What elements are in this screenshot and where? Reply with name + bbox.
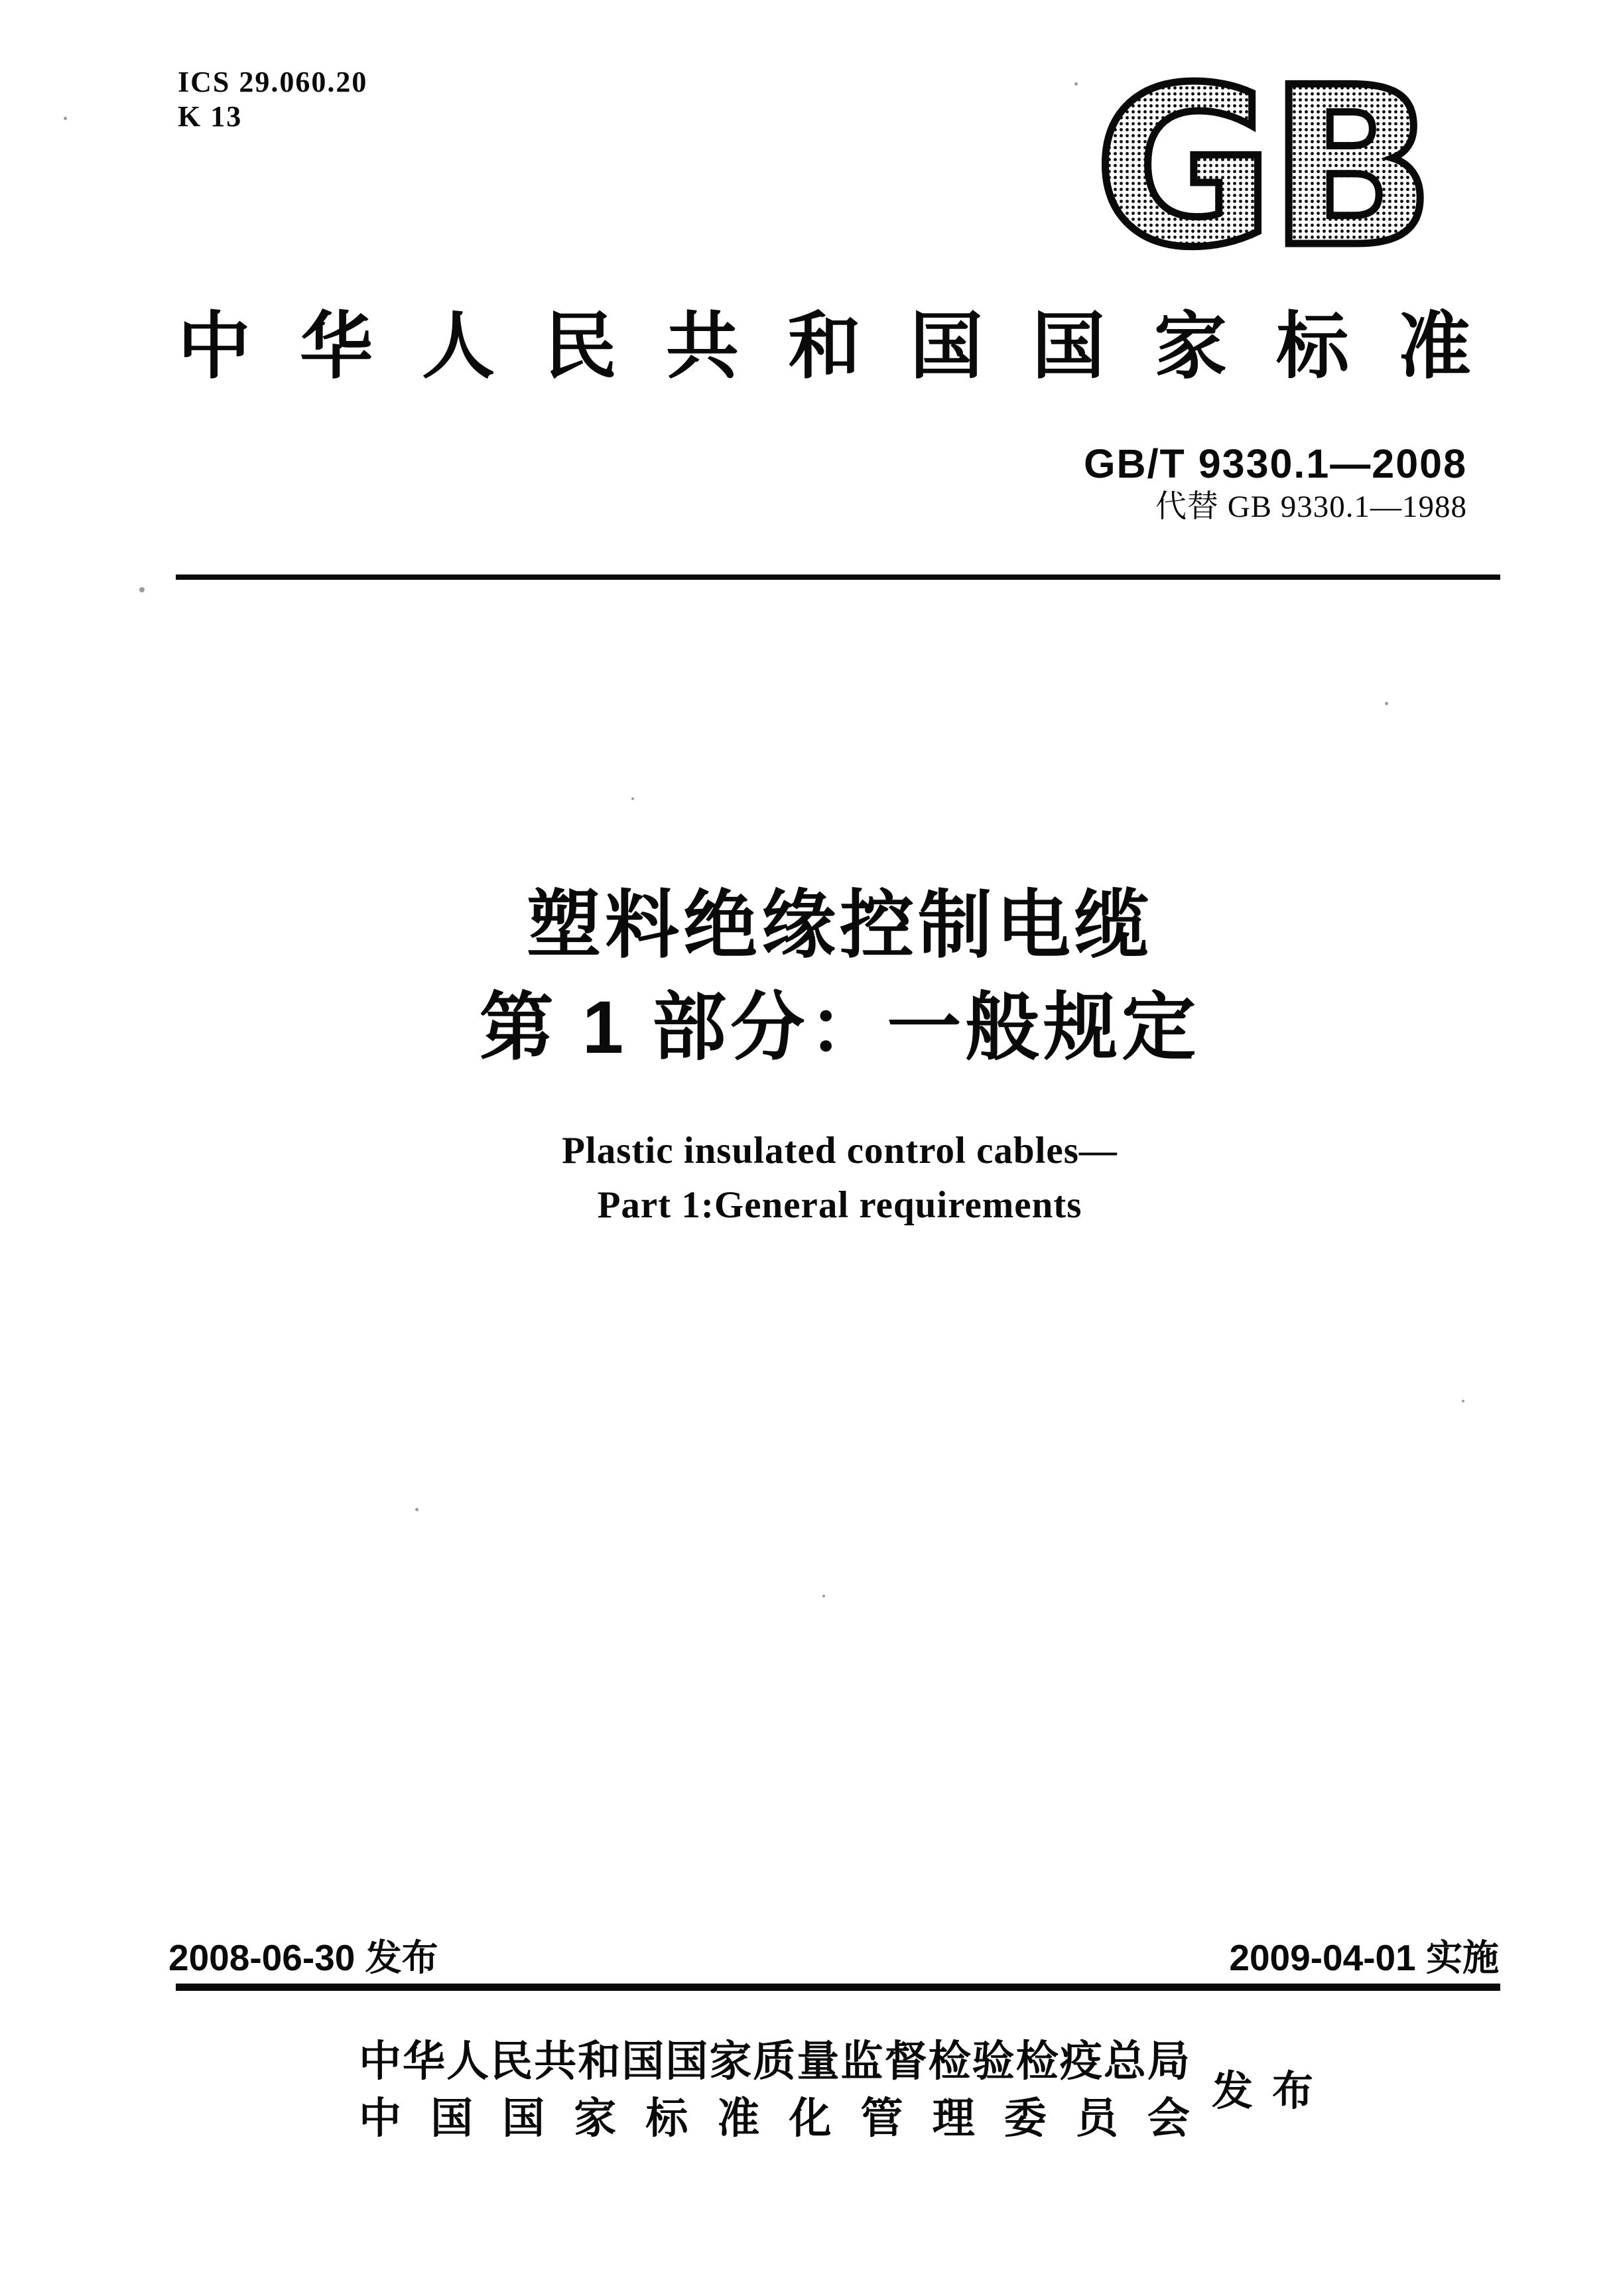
footer-divider-rule xyxy=(176,1984,1500,1991)
replaced-standard-note: 代替 GB 9330.1—1988 xyxy=(1155,490,1467,524)
ics-code: ICS 29.060.20 xyxy=(178,66,368,98)
issuer-line-2: 中 国 国 家 标 准 化 管 理 委 员 会 xyxy=(359,2095,1190,2142)
header-divider-rule xyxy=(176,574,1500,580)
national-standard-heading: 中 华 人 民 共 和 国 国 家 标 准 xyxy=(178,306,1471,387)
issuer-line-1: 中 华 人 民 共 和 国 国 家 质 量 监 督 检 验 检 疫 总 局 xyxy=(359,2038,1190,2085)
document-title-cn-line2: 第 1 部分：一般规定 xyxy=(479,986,1200,1069)
publish-label: 发 布 xyxy=(1212,2069,1313,2114)
gb-logo: GB xyxy=(1094,40,1431,295)
ics-classification-block xyxy=(178,65,367,134)
scan-speck xyxy=(64,117,67,120)
document-title-cn-line1: 塑料绝缘控制电缆 xyxy=(527,884,1153,967)
issue-date: 2008-06-30 发布 xyxy=(168,1937,438,1978)
scan-speck xyxy=(1074,82,1078,86)
doc-class-code: K 13 xyxy=(178,100,243,133)
document-title-en-line2: Part 1:General requirements xyxy=(597,1184,1082,1226)
scan-speck xyxy=(822,1595,825,1597)
scan-speck xyxy=(1462,1400,1464,1402)
scan-speck xyxy=(415,1508,419,1511)
scan-speck xyxy=(631,797,634,800)
implement-date: 2009-04-01 实施 xyxy=(1229,1937,1499,1978)
document-title-en-line1: Plastic insulated control cables— xyxy=(562,1130,1118,1172)
dates-row xyxy=(168,1938,1499,1977)
scan-speck xyxy=(139,587,145,592)
scan-speck xyxy=(1385,702,1388,705)
standard-number-block xyxy=(1084,442,1467,524)
standard-number: GB/T 9330.1—2008 xyxy=(1084,441,1467,486)
